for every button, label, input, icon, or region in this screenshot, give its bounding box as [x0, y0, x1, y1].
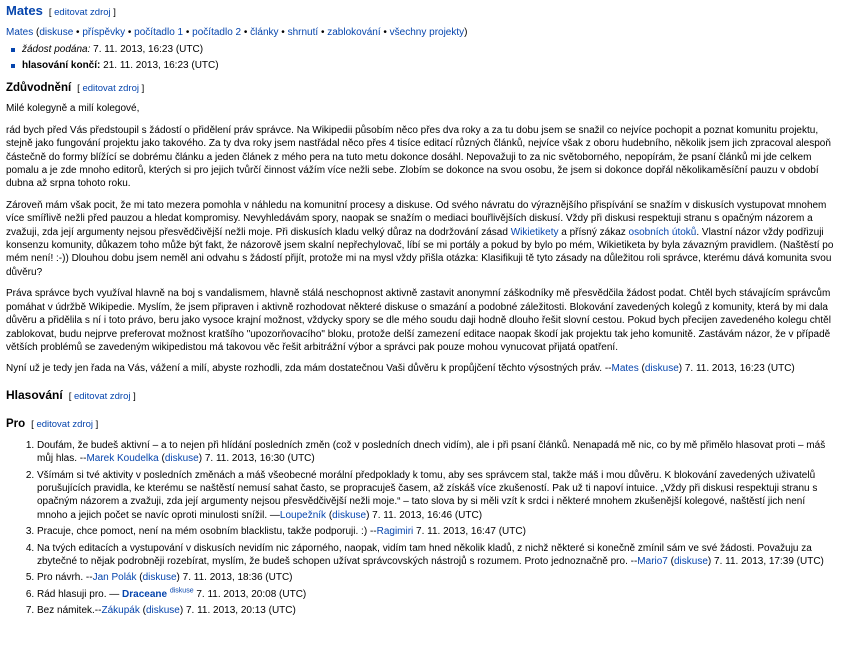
nav-pocitadlo2[interactable]: počítadlo 2: [192, 27, 242, 38]
section-hlasovani-title: Hlasování: [6, 387, 63, 402]
vote-talk-link[interactable]: diskuse: [164, 453, 199, 465]
vote-date: 7. 11. 2013, 16:30 (UTC): [202, 453, 315, 465]
title-edit-link[interactable]: editovat zdroj: [54, 7, 111, 18]
vote-list: [6, 439, 838, 618]
section-zduvodneni: [6, 80, 838, 97]
vote-user-link[interactable]: Zákupák: [101, 605, 140, 617]
vote-user-link[interactable]: Draceane: [122, 588, 168, 600]
pro-edit: [ editovat zdroj ]: [31, 418, 99, 430]
vote-item: [37, 588, 838, 601]
nav-shrnuti[interactable]: shrnutí: [287, 27, 319, 38]
nav-vsechny[interactable]: všechny projekty: [389, 27, 465, 38]
title-edit: [ editovat zdroj ]: [48, 7, 116, 18]
vote-text: Doufám, že budeš aktivní – a to nejen při hlídání posledních změn (což v posledních dnech vidím), ale i při psaní článků. Nenapadá mě nic, co by mě přimělo hlasovat proti – máš můj hlas. --: [37, 439, 826, 465]
meta-ends-value: 21. 11. 2013, 16:23 (UTC): [103, 60, 219, 72]
vote-date: 7. 11. 2013, 17:39 (UTC): [711, 555, 824, 567]
paragraph-4: Nyní už je tedy jen řada na Vás, vážení a milí, abyste rozhodli, zda mám dostatečnou Vaši důvěru k propůjčení těchto výsostných práv. --Mates (diskuse) 7. 11. 2013, 16:23 (UTC): [6, 363, 795, 375]
vote-text: Rád hlasuji pro. —: [37, 588, 123, 600]
vote-text: Na tvých editacích a vystupování v diskusích nevidím nic záporného, naopak, vidím tam hned několik kladů, z nichž některé si konečně zmínil sám ve své žádosti. Považuju za zbytečné to nějak podrobněji rozebírat, myslím, že budeš schopen užívat správcovských nástrojů s rozumem. Proto jednoznačně pro. --: [37, 542, 812, 567]
nav-prispevky[interactable]: příspěvky: [82, 27, 126, 38]
vote-item: 4. Na tvých editacích a vystupování v diskusích nevidím nic záporného, naopak, vidím tam hned několik kladů, z nichž některé si konečně zmínil sám ve své žádosti. Považuju za zbytečné to nějak podrobněji rozebírat, myslím, že budeš schopen užívat správcovských nástrojů s rozumem. Proto jednoznačně pro. --Mario7 (diskuse) 7. 11. 2013, 17:39 (UTC): [37, 542, 838, 569]
nav-diskuse[interactable]: diskuse: [39, 27, 74, 38]
vote-date: 7. 11. 2013, 16:47 (UTC): [413, 526, 526, 538]
vote-date: 7. 11. 2013, 20:13 (UTC): [183, 605, 296, 617]
section-pro-title: Pro: [6, 417, 26, 430]
vote-talk-link[interactable]: diskuse: [145, 605, 180, 617]
vote-item: 1. Doufám, že budeš aktivní – a to nejen při hlídání posledních změn (což v posledních dnech vidím), ale i při psaní článků. Nenapadá mě nic, co by mě přimělo hlasovat proti – máš můj hlas. --Marek Koudelka (diskuse) 7. 11. 2013, 16:30 (UTC): [37, 439, 838, 466]
page-title: [6, 0, 838, 23]
hlasovani-edit: [ editovat zdroj ]: [68, 390, 136, 402]
vote-item: 5. Pro návrh. --Jan Polák (diskuse) 7. 11. 2013, 18:36 (UTC): [37, 571, 838, 584]
vote-user-link[interactable]: Loupežník: [279, 509, 327, 521]
signature-date: 7. 11. 2013, 16:23 (UTC): [682, 363, 795, 375]
vote-item: 7. Bez námitek.--Zákupák (diskuse) 7. 11. 2013, 20:13 (UTC): [37, 604, 838, 617]
zduvodneni-edit-link[interactable]: editovat zdroj: [82, 83, 139, 95]
vote-user-link[interactable]: Marek Koudelka: [86, 453, 159, 465]
section-zduvodneni-title: Zdůvodnění: [6, 82, 72, 95]
nav-zablokovani[interactable]: zablokování: [327, 27, 381, 38]
vote-talk-link[interactable]: diskuse: [169, 587, 194, 595]
vote-date: 7. 11. 2013, 20:08 (UTC): [193, 588, 307, 600]
signature-user-link[interactable]: Mates: [611, 363, 639, 375]
meta-ends-label: hlasování končí:: [22, 60, 101, 72]
paragraph-3: Práva správce bych využíval hlavně na boj s vandalismem, hlavně stálá neschopnost aktivně zastavit anonymní záškodníky mě přesvědčila žádost podat. Chtěl bych stávajícím správcům pomáhat v údržbě Wikipedie. Myslím, že jsem připraven i aktivně rozhodovat některé diskuse o smazání a podobné záležitosti. Blokování zavedených kolegů z komunity, která by mi dala důvěru a přidělila s ní i toto právo, beru jako vysoce krajní možnost, vždycky spory se dle mého soudu daji hodně dlouho řešit slovní cestou. Pokud bych přecijen zavedeného kolegu chtěl zablokovat, budu nejprve preferovat možnost kratšího "upozorňovacího" bloku, protože delší zamezení editace naopak škodí jak projektu tak jeho komunitě. Zastávám názor, že v případě větších problémů se zavedeným wikipedistou má takovou věc řešit arbitrážní výbor a správci pak pouze mohou vynucovat přijatá opatření.: [6, 288, 831, 353]
vote-user-link[interactable]: Ragimiri: [376, 526, 414, 538]
nav-user[interactable]: Mates: [6, 27, 34, 38]
meta-submitted-label: žádost podána:: [22, 44, 91, 56]
paragraph-4-text: Nyní už je tedy jen řada na Vás, vážení a milí, abyste rozhodli, zda mám dostatečnou Vaši důvěru k propůjčení těchto výsostných práv. --: [6, 363, 612, 375]
paragraph-2: [6, 199, 838, 279]
vote-item: 2. Všímám si tvé aktivity v posledních změnách a máš všeobecné morální předpoklady k tomu, aby ses správcem stal, takže máš i mou důvěru. K blokování zavedených uživatelů porušujících pravidla, ke kterému se naštěstí nemusí sahat často, se propracuješ časem, až získáš více zkušeností. Pak už ti napoví intuice. „Vždy při diskusi respektuji stranu s opačným názorem a zvažuji, zda její argumenty nejsou přesvědčivější nežli moje.“ – tato slova by si měli vzít k srdci i některé mnohem zkušenější kolegové, naštěstí jich není mnoho a jejich počet se navíc oproti minulosti snížil. —Loupežník (diskuse) 7. 11. 2013, 16:46 (UTC): [37, 469, 838, 523]
wikietiketa-link[interactable]: Wikietikety: [510, 226, 559, 238]
signature-talk-link[interactable]: diskuse: [644, 363, 679, 375]
paragraph-2b: a přísný zákaz: [558, 226, 629, 238]
vote-talk-link[interactable]: diskuse: [142, 572, 177, 584]
nav-pocitadlo1[interactable]: počítadlo 1: [134, 27, 184, 38]
nav-clanky[interactable]: články: [250, 27, 279, 38]
section-hlasovani: [6, 384, 838, 407]
pro-edit-link[interactable]: editovat zdroj: [36, 418, 93, 430]
paragraph-1: rád bych před Vás předstoupil s žádostí o přidělení práv správce. Na Wikipedii působím něco přes dva roky a za tu dobu jsem se snažil co nejvíce pochopit a poznat komunitu projektu, stejně jako fungování projektu jako takového. Za ty dva roky jsem nastřádal něco přes 4 tisíce editací různých článků, nejvíce však z oboru hudebního, několik jsem jich zpracoval alespoň částečně do formy blížící se dobrému článku a jeden článek z mého pera na tuto metu dokonce dosáhl. Nepovažuji to za nic světoborného, nepopírám, že psaní článků mi jde celkem pomalu a je zde mnoho editorů, kterých si pro jejich tvůrčí činnost vážím více nežli sebe. Zlobím se dokonce na svou osobu, že jsem si dokonce dopřál několikaměsíční pauzu v období dubna až srpna tohoto roku.: [6, 124, 831, 190]
vote-user-link[interactable]: Jan Polák: [92, 572, 137, 584]
vote-text: Všímám si tvé aktivity v posledních změnách a máš všeobecné morální předpoklady k tomu, aby ses správcem stal, takže máš i mou důvěru. K blokování zavedených uživatelů porušujících pravidla, ke kterému se naštěstí nemusí sahat často, se propracuješ časem, až získáš více zkušeností. Pak už ti napoví intuice. „Vždy při diskusi respektuji stranu s opačným názorem a zvažuji, zda její argumenty nejsou přesvědčivější nežli moje.“ – tato slova by si měli vzít k srdci i některé mnohem zkušenější kolegové, naštěstí jich není mnoho a jejich počet se navíc oproti minulosti snížil. —: [37, 469, 818, 521]
vote-text: Pracuje, chce pomoct, není na mém osobním blacklistu, takže podporuji. :) --: [37, 526, 377, 538]
vote-text: Bez námitek.--: [37, 605, 102, 617]
greeting: Milé kolegyně a milí kolegové,: [6, 103, 140, 115]
vote-date: 7. 11. 2013, 16:46 (UTC): [369, 509, 483, 521]
vote-talk-link[interactable]: diskuse: [332, 509, 367, 521]
vote-item: [37, 525, 838, 538]
vote-date: 7. 11. 2013, 18:36 (UTC): [179, 572, 293, 584]
zduvodneni-edit: [ editovat zdroj ]: [77, 83, 145, 95]
section-pro: [6, 416, 838, 433]
paragraph-2a: Zároveň mám však pocit, že mi tato mezera pomohla v náhledu na komunitní procesy a diskuse. Od svého návratu do výraznějšího přispívání se snažím v diskusích vystupovat mnohem více smířlivě nežli před pauzou a hledat kompromisy. Nevyhledávám spory, naopak se snažím o mediaci bouřlivějších diskusí. Vždy při diskusi respektuji stranu s opačným názorem a zvažuji, zda její argumenty nejsou přesvědčivější nežli moje. Při diskusích kladu velký důraz na dodržování zásad: [6, 199, 827, 238]
user-links: Mates (diskuse • příspěvky • počítadlo 1 • počítadlo 2 • články • shrnutí • zablokování • všechny projekty): [6, 27, 468, 38]
page-title-text: Mates: [6, 3, 43, 18]
vote-text: Pro návrh. --: [37, 572, 93, 584]
paragraph-2c: . Vlastní názor vždy podřizuji konsenzu komunity, důkazem toho může být fakt, že názorově jsem skalní nepřechylovač, líbí se mi portály a pokud by bylo po mém, Wikietiketa by byla závazným pravidlem. (Naštěstí po mém není! :-)) Dlouhou dobu jsem neměl ani odvahu s žádostí přijít, protože mi na mysl vždy přišla otázka: Klasifikuji tě tyto zásady na důležitou roli správce, kterému dává komunita svou důvěru?: [6, 226, 834, 278]
hlasovani-edit-link[interactable]: editovat zdroj: [73, 390, 131, 402]
request-meta: [6, 42, 838, 74]
meta-submitted-value: 7. 11. 2013, 16:23 (UTC): [93, 44, 204, 56]
vote-user-link[interactable]: Mario7: [637, 555, 668, 567]
osobni-utoky-link[interactable]: osobních útoků: [628, 226, 697, 238]
vote-talk-link[interactable]: diskuse: [673, 555, 708, 567]
meta-submitted: [6, 42, 838, 58]
meta-ends: [6, 58, 838, 74]
